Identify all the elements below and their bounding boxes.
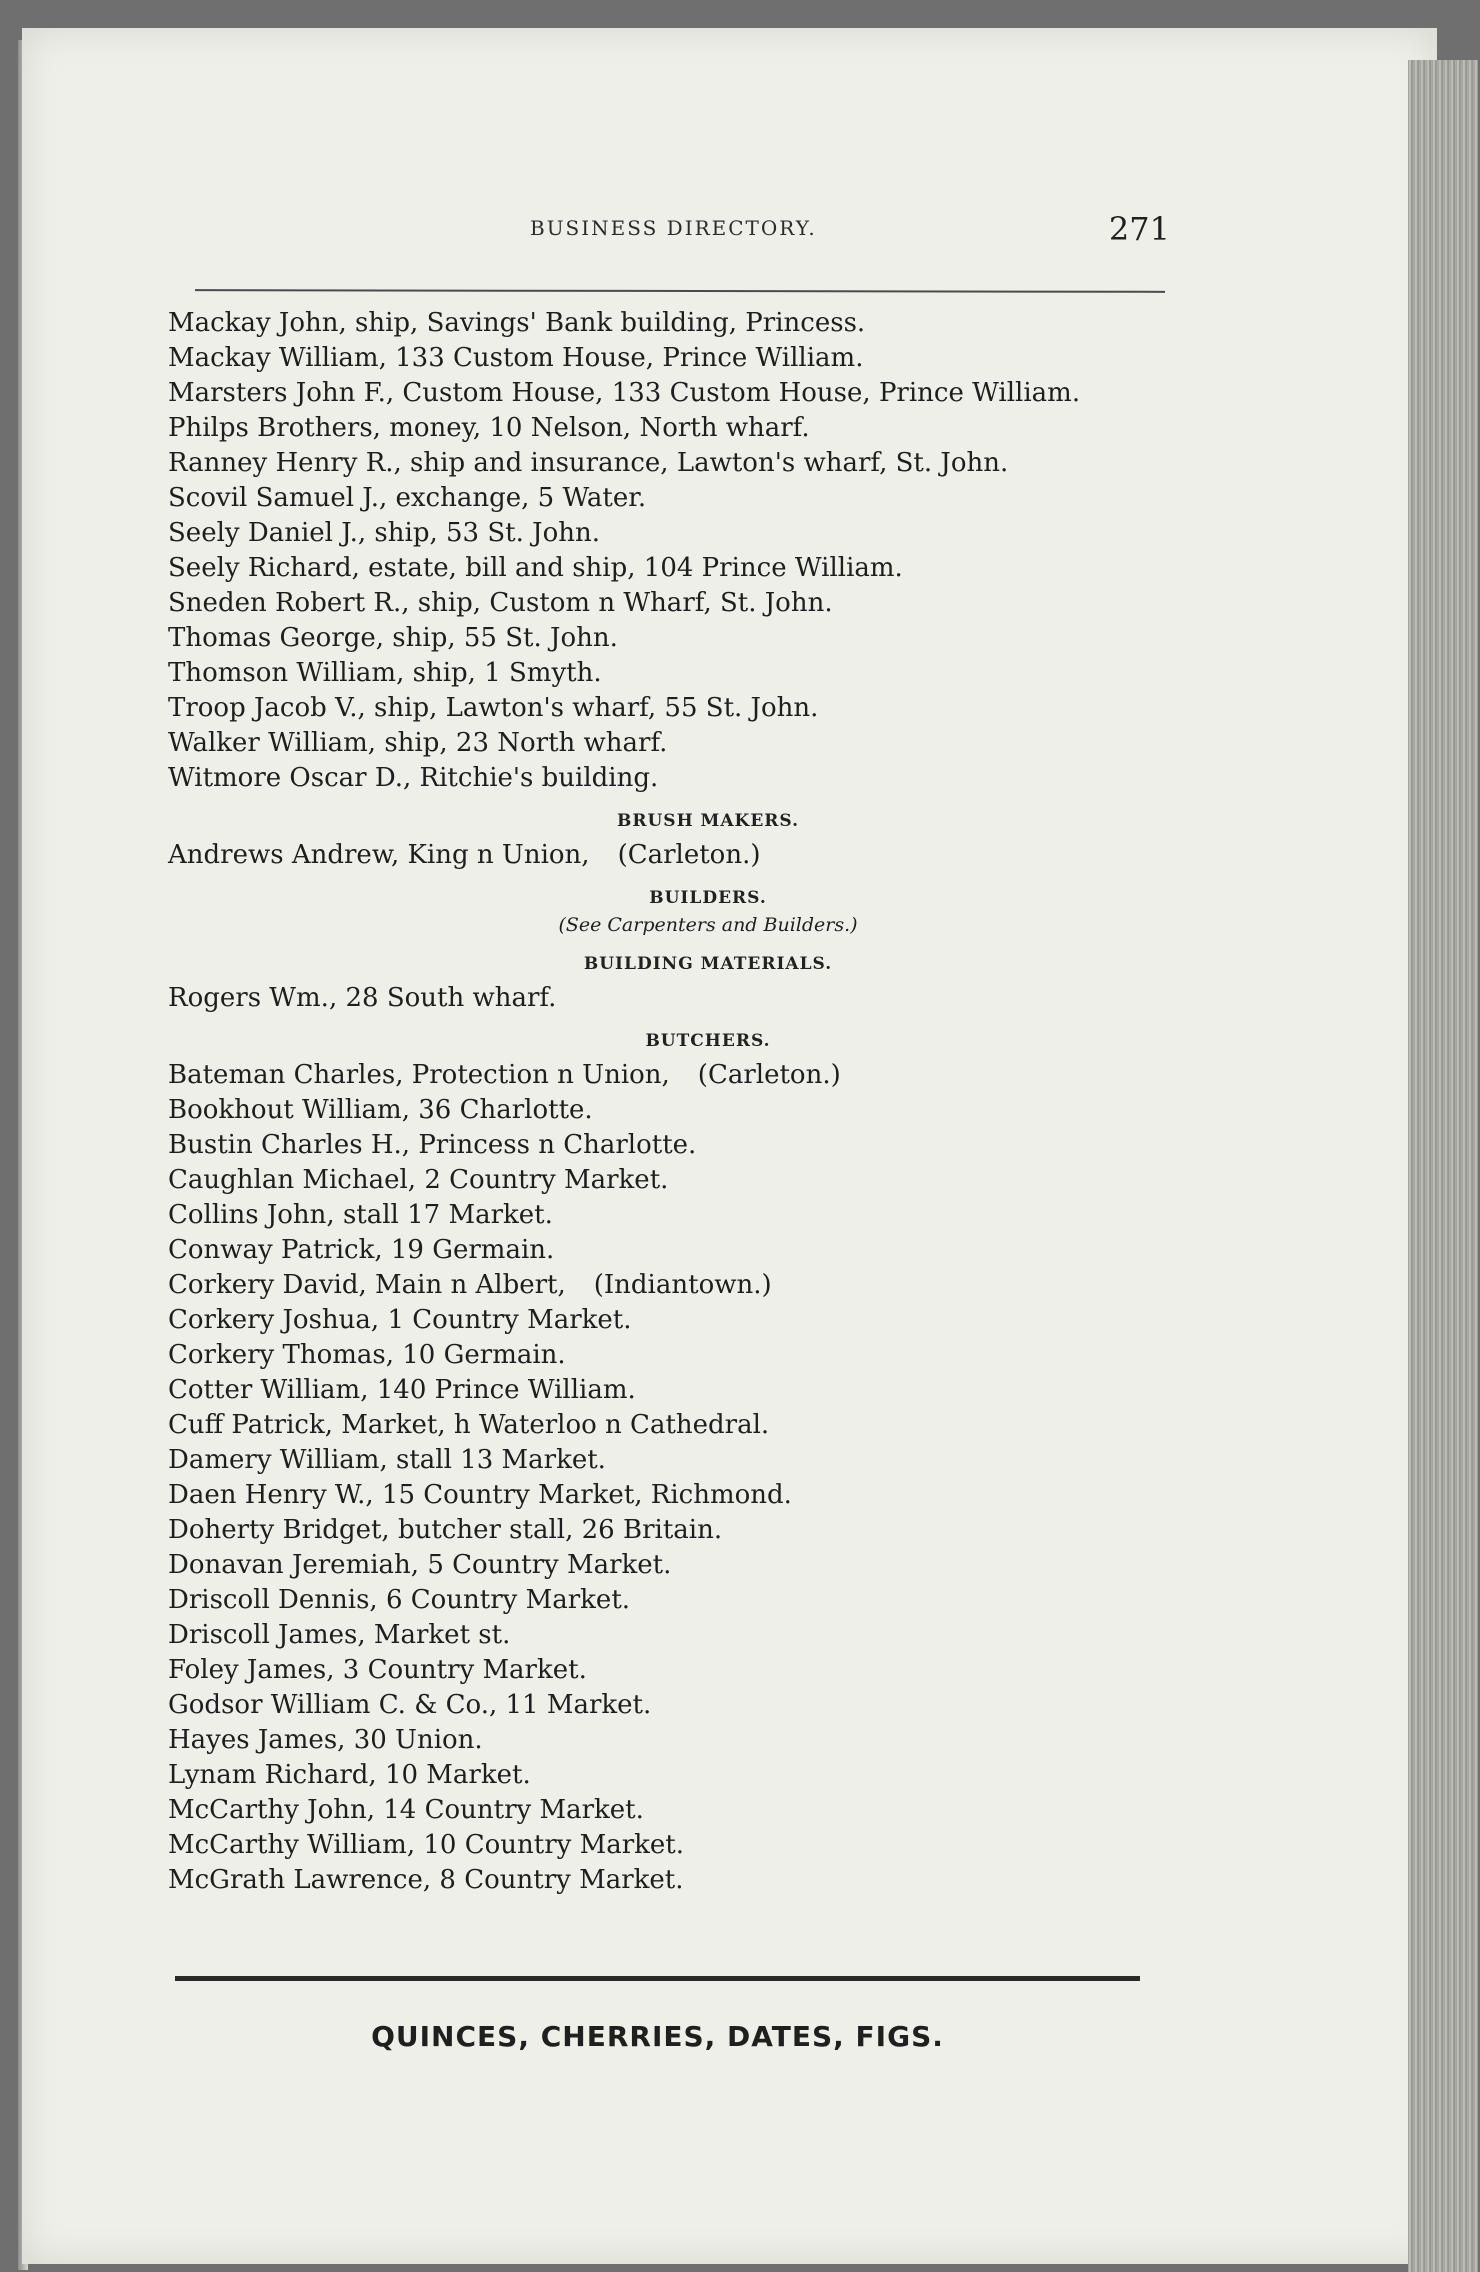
directory-entry: Philps Brothers, money, 10 Nelson, North wharf.: [168, 413, 810, 443]
directory-entry: Doherty Bridget, butcher stall, 26 Britain.: [168, 1515, 723, 1545]
directory-entry: McCarthy John, 14 Country Market.: [168, 1795, 644, 1825]
locality: (Carleton.): [617, 840, 761, 870]
section-heading-builders: BUILDERS.: [649, 888, 767, 908]
cross-reference-note: (See Carpenters and Builders.): [558, 914, 858, 936]
directory-entry: Seely Daniel J., ship, 53 St. John.: [168, 518, 600, 548]
directory-entry: Troop Jacob V., ship, Lawton's wharf, 55 St. John.: [168, 693, 819, 723]
directory-entry: Thomas George, ship, 55 St. John.: [168, 623, 618, 653]
directory-entry: Bookhout William, 36 Charlotte.: [168, 1095, 593, 1125]
directory-entry: Cotter William, 140 Prince William.: [168, 1375, 636, 1405]
footer-rule: [175, 1976, 1140, 1981]
directory-entry: Corkery Joshua, 1 Country Market.: [168, 1305, 632, 1335]
directory-entry: Damery William, stall 13 Market.: [168, 1445, 606, 1475]
directory-entry: Seely Richard, estate, bill and ship, 104 Prince William.: [168, 553, 903, 583]
directory-entry: Sneden Robert R., ship, Custom n Wharf, St. John.: [168, 588, 833, 618]
running-head: [180, 210, 1170, 260]
section-heading-brush-makers: BRUSH MAKERS.: [616, 811, 800, 831]
footer-advertisement: QUINCES, CHERRIES, DATES, FIGS.: [371, 2020, 944, 2053]
directory-entry: Scovil Samuel J., exchange, 5 Water.: [168, 483, 647, 513]
directory-entry: Witmore Oscar D., Ritchie's building.: [168, 763, 659, 793]
directory-entry: Lynam Richard, 10 Market.: [168, 1760, 531, 1790]
directory-entry: Daen Henry W., 15 Country Market, Richmond.: [168, 1480, 792, 1510]
directory-entry: Driscoll Dennis, 6 Country Market.: [168, 1585, 631, 1615]
directory-entry: Conway Patrick, 19 Germain.: [168, 1235, 555, 1265]
directory-entry: McCarthy William, 10 Country Market.: [168, 1830, 684, 1860]
directory-body: [168, 306, 1248, 1898]
directory-entry: Thomson William, ship, 1 Smyth.: [168, 658, 602, 688]
directory-entry: Driscoll James, Market st.: [168, 1620, 511, 1650]
directory-entry: Corkery Thomas, 10 Germain.: [168, 1340, 566, 1370]
continued-section: [168, 306, 1248, 796]
directory-entry: Bustin Charles H., Princess n Charlotte.: [168, 1130, 697, 1160]
locality: (Carleton.): [697, 1060, 841, 1090]
directory-entry: Godsor William C. & Co., 11 Market.: [168, 1690, 652, 1720]
directory-entry: McGrath Lawrence, 8 Country Market.: [168, 1865, 684, 1895]
section-heading-butchers: BUTCHERS.: [645, 1031, 771, 1051]
page-stack-edge: [1408, 60, 1478, 2272]
directory-entry: Cuff Patrick, Market, h Waterloo n Cathedral.: [168, 1410, 770, 1440]
directory-entry: Bateman Charles, Protection n Union, (Carleton.): [168, 1058, 1248, 1093]
directory-entry: Andrews Andrew, King n Union, (Carleton.): [168, 838, 1248, 873]
directory-entry: Mackay John, ship, Savings' Bank building, Princess.: [168, 308, 866, 338]
directory-entry: Corkery David, Main n Albert, (Indiantown.): [168, 1268, 1248, 1303]
section-heading-building-materials: BUILDING MATERIALS.: [583, 954, 833, 974]
directory-entry: Donavan Jeremiah, 5 Country Market.: [168, 1550, 672, 1580]
directory-entry: Walker William, ship, 23 North wharf.: [168, 728, 668, 758]
directory-entry: Mackay William, 133 Custom House, Prince William.: [168, 343, 864, 373]
page-number: 271: [1108, 210, 1170, 248]
running-title: BUSINESS DIRECTORY.: [530, 216, 817, 240]
directory-entry: Caughlan Michael, 2 Country Market.: [168, 1165, 669, 1195]
directory-entry: Collins John, stall 17 Market.: [168, 1200, 553, 1230]
directory-entry: Ranney Henry R., ship and insurance, Lawton's wharf, St. John.: [168, 448, 1009, 478]
directory-entry: Foley James, 3 Country Market.: [168, 1655, 587, 1685]
directory-entry: Marsters John F., Custom House, 133 Custom House, Prince William.: [168, 378, 1081, 408]
locality: (Indiantown.): [593, 1270, 772, 1300]
directory-entry: Rogers Wm., 28 South wharf.: [168, 983, 557, 1013]
directory-entry: Hayes James, 30 Union.: [168, 1725, 483, 1755]
